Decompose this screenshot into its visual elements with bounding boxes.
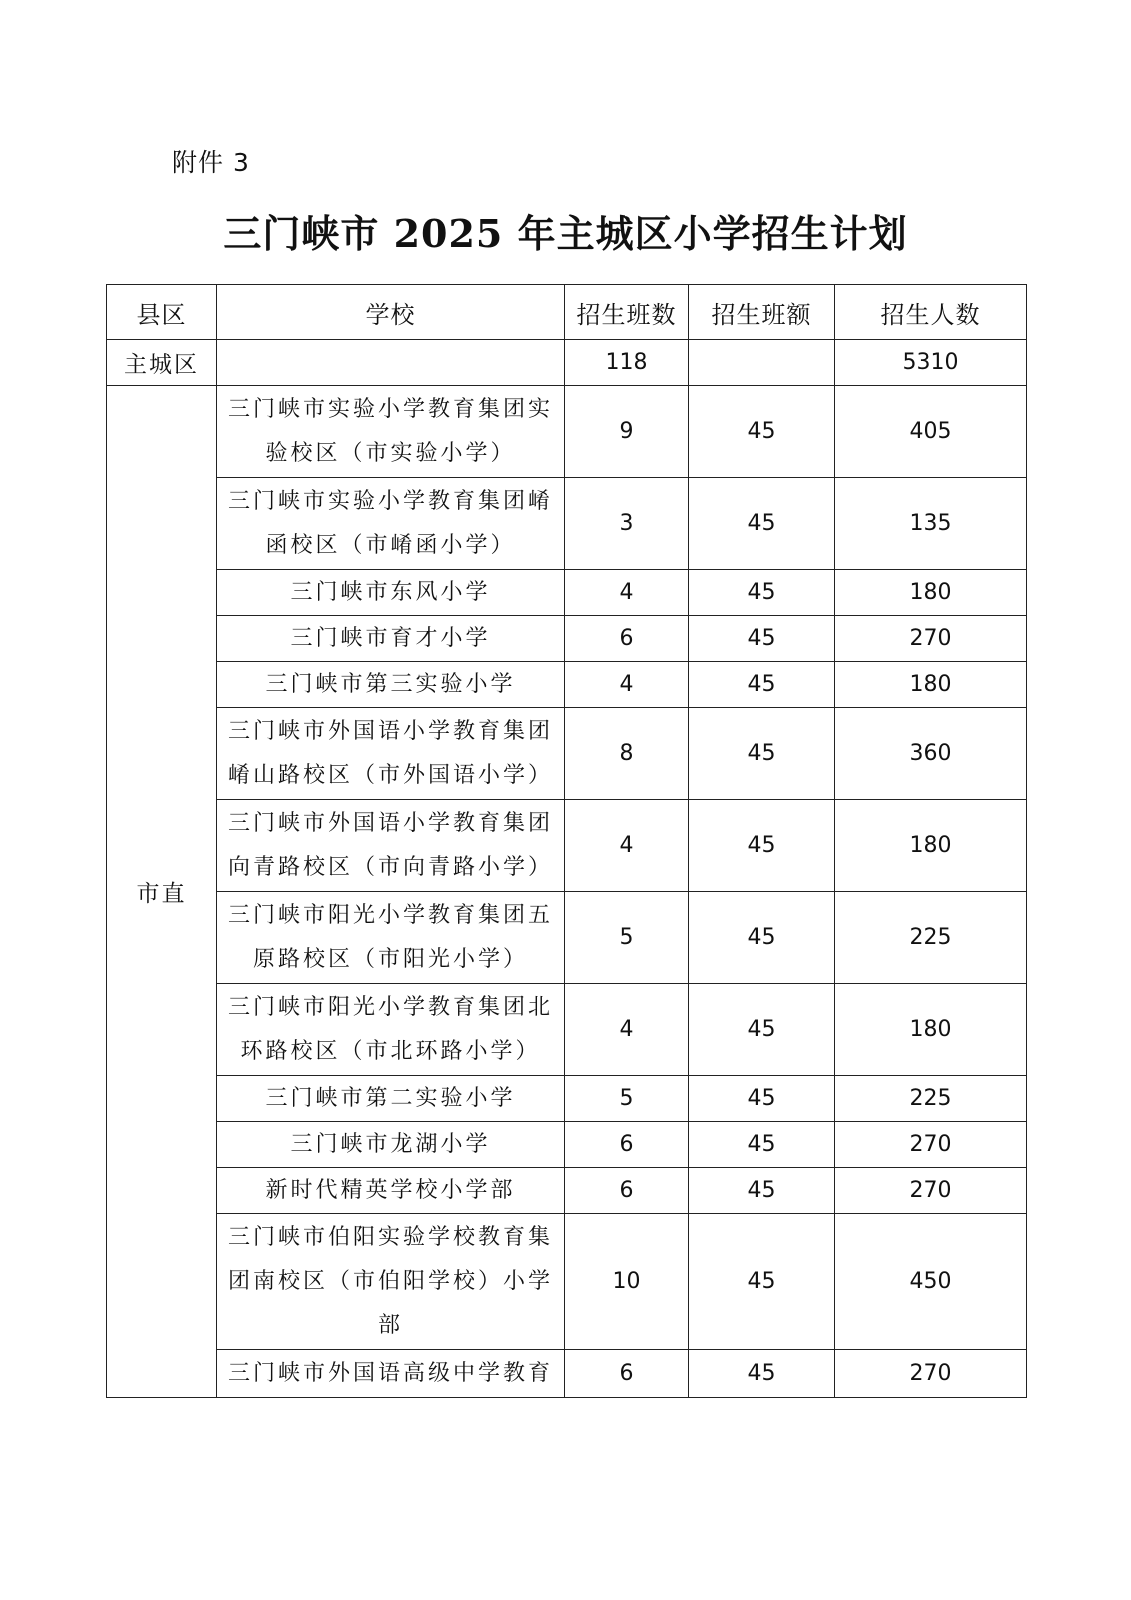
- class-size-cell: 45: [689, 1350, 835, 1398]
- classes-cell: 8: [565, 708, 689, 800]
- summary-row: [107, 340, 1027, 386]
- table-row: [107, 1076, 1027, 1122]
- enrollment-cell: 450: [835, 1214, 1027, 1350]
- class-size-cell: 45: [689, 1122, 835, 1168]
- school-cell: 三门峡市外国语小学教育集团崤山路校区（市外国语小学）: [217, 708, 565, 800]
- enrollment-cell: 270: [835, 1122, 1027, 1168]
- header-classes: 招生班数: [565, 285, 689, 340]
- header-enrollment: 招生人数: [835, 285, 1027, 340]
- school-cell: 三门峡市第三实验小学: [217, 662, 565, 708]
- classes-cell: 6: [565, 1350, 689, 1398]
- table-row: [107, 1168, 1027, 1214]
- table-row: [107, 984, 1027, 1076]
- enrollment-cell: 180: [835, 570, 1027, 616]
- school-cell: 三门峡市第二实验小学: [217, 1076, 565, 1122]
- header-class-size: 招生班额: [689, 285, 835, 340]
- classes-cell: 6: [565, 616, 689, 662]
- class-size-cell: 45: [689, 386, 835, 478]
- school-cell: 三门峡市东风小学: [217, 570, 565, 616]
- table-row: [107, 708, 1027, 800]
- summary-classes: 118: [565, 340, 689, 386]
- enrollment-cell: 180: [835, 800, 1027, 892]
- enrollment-cell: 225: [835, 892, 1027, 984]
- class-size-cell: 45: [689, 800, 835, 892]
- table-row: [107, 1350, 1027, 1398]
- table-row: [107, 800, 1027, 892]
- class-size-cell: 45: [689, 1168, 835, 1214]
- class-size-cell: 45: [689, 1214, 835, 1350]
- school-cell: 三门峡市阳光小学教育集团北环路校区（市北环路小学）: [217, 984, 565, 1076]
- school-cell: 三门峡市外国语高级中学教育: [217, 1350, 565, 1398]
- school-cell: 三门峡市实验小学教育集团实验校区（市实验小学）: [217, 386, 565, 478]
- summary-county: 主城区: [107, 340, 217, 386]
- class-size-cell: 45: [689, 662, 835, 708]
- attachment-label: 附件 3: [172, 148, 250, 177]
- school-cell: 三门峡市龙湖小学: [217, 1122, 565, 1168]
- enrollment-cell: 270: [835, 1350, 1027, 1398]
- enrollment-cell: 180: [835, 662, 1027, 708]
- enrollment-cell: 405: [835, 386, 1027, 478]
- class-size-cell: 45: [689, 616, 835, 662]
- enrollment-cell: 360: [835, 708, 1027, 800]
- enrollment-cell: 180: [835, 984, 1027, 1076]
- table-row: [107, 386, 1027, 478]
- classes-cell: 6: [565, 1122, 689, 1168]
- table-header-row: [107, 285, 1027, 340]
- table-row: [107, 892, 1027, 984]
- table-row: [107, 570, 1027, 616]
- classes-cell: 4: [565, 800, 689, 892]
- summary-school: [217, 340, 565, 386]
- class-size-cell: 45: [689, 570, 835, 616]
- school-cell: 三门峡市实验小学教育集团崤函校区（市崤函小学）: [217, 478, 565, 570]
- classes-cell: 5: [565, 1076, 689, 1122]
- page-title: 三门峡市 2025 年主城区小学招生计划: [223, 211, 908, 256]
- classes-cell: 9: [565, 386, 689, 478]
- summary-enrollment: 5310: [835, 340, 1027, 386]
- summary-class-size: [689, 340, 835, 386]
- class-size-cell: 45: [689, 984, 835, 1076]
- school-cell: 三门峡市外国语小学教育集团向青路校区（市向青路小学）: [217, 800, 565, 892]
- enrollment-cell: 225: [835, 1076, 1027, 1122]
- enrollment-cell: 270: [835, 616, 1027, 662]
- header-county: 县区: [107, 285, 217, 340]
- class-size-cell: 45: [689, 1076, 835, 1122]
- classes-cell: 4: [565, 984, 689, 1076]
- table-row: [107, 1214, 1027, 1350]
- school-cell: 新时代精英学校小学部: [217, 1168, 565, 1214]
- class-size-cell: 45: [689, 478, 835, 570]
- table-row: [107, 662, 1027, 708]
- school-cell: 三门峡市伯阳实验学校教育集团南校区（市伯阳学校）小学部: [217, 1214, 565, 1350]
- school-cell: 三门峡市阳光小学教育集团五原路校区（市阳光小学）: [217, 892, 565, 984]
- enrollment-plan-table: [106, 284, 1027, 1398]
- group-county-cell: 市直: [107, 386, 217, 1398]
- classes-cell: 6: [565, 1168, 689, 1214]
- table-row: [107, 478, 1027, 570]
- header-school: 学校: [217, 285, 565, 340]
- class-size-cell: 45: [689, 708, 835, 800]
- classes-cell: 4: [565, 662, 689, 708]
- class-size-cell: 45: [689, 892, 835, 984]
- classes-cell: 4: [565, 570, 689, 616]
- school-cell: 三门峡市育才小学: [217, 616, 565, 662]
- table-row: [107, 1122, 1027, 1168]
- classes-cell: 5: [565, 892, 689, 984]
- enrollment-cell: 135: [835, 478, 1027, 570]
- classes-cell: 3: [565, 478, 689, 570]
- table-row: [107, 616, 1027, 662]
- enrollment-cell: 270: [835, 1168, 1027, 1214]
- classes-cell: 10: [565, 1214, 689, 1350]
